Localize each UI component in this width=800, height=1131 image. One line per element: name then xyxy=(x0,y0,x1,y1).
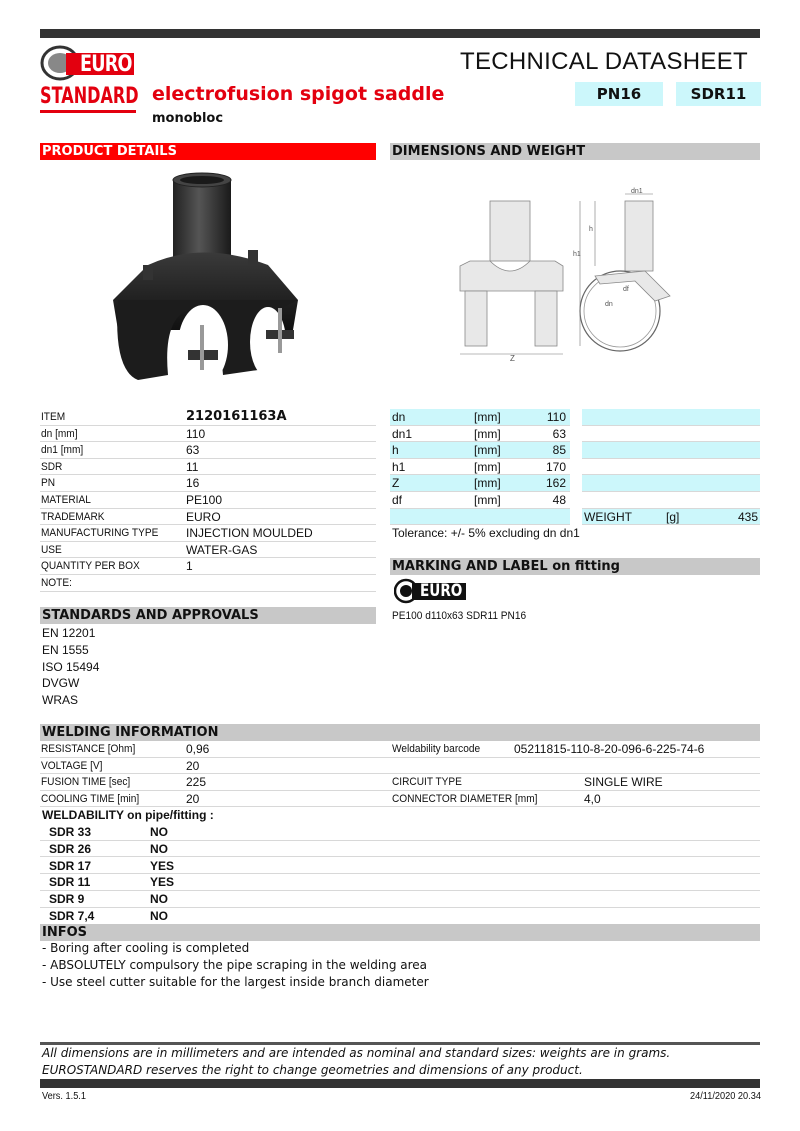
dimension-name: df xyxy=(392,493,403,507)
product-name: electrofusion spigot saddle xyxy=(152,83,445,105)
product-label: NOTE: xyxy=(41,577,72,589)
marking-text: PE100 d110x63 SDR11 PN16 xyxy=(392,610,527,622)
barcode-value: 05211815-110-8-20-096-6-225-74-6 xyxy=(514,742,705,756)
standard-item: ISO 15494 xyxy=(42,659,100,674)
product-details-header: PRODUCT DETAILS xyxy=(40,143,376,160)
footer-note-2: EUROSTANDARD reserves the right to change geometries and dimensions of any product. xyxy=(42,1063,583,1077)
sdr-badge: SDR11 xyxy=(676,82,761,106)
marking-header: MARKING AND LABEL on fitting xyxy=(390,558,760,575)
welding-label: RESISTANCE [Ohm] xyxy=(41,743,136,755)
technical-drawing xyxy=(455,186,695,366)
product-row xyxy=(40,426,376,443)
dimension-row xyxy=(390,509,570,526)
product-row xyxy=(40,525,376,542)
product-value: 2120161163A xyxy=(186,409,287,424)
weldability-result: NO xyxy=(150,825,168,839)
product-label: SDR xyxy=(41,460,63,473)
drawing-label-h: h xyxy=(589,226,593,233)
product-label: PN xyxy=(41,477,56,490)
dimension-row xyxy=(390,409,570,426)
drawing-label-df: df xyxy=(623,286,629,293)
weldability-result: NO xyxy=(150,841,168,856)
dimension-row xyxy=(390,459,570,476)
info-item: - Use steel cutter suitable for the largest inside branch diameter xyxy=(42,974,429,989)
welding-row xyxy=(40,741,760,758)
welding-row xyxy=(40,774,760,791)
welding-value: 225 xyxy=(186,775,207,790)
weight-value: 435 xyxy=(737,509,758,524)
connector-label: CONNECTOR DIAMETER [mm] xyxy=(392,792,538,805)
product-row xyxy=(40,492,376,509)
weldability-sdr: SDR 17 xyxy=(49,858,92,873)
version-text: Vers. 1.5.1 xyxy=(42,1091,86,1102)
welding-value: 20 xyxy=(186,791,200,806)
weldability-row xyxy=(40,908,760,925)
product-label: TRADEMARK xyxy=(41,510,105,523)
welding-label: FUSION TIME [sec] xyxy=(41,776,131,789)
product-value: 110 xyxy=(186,426,206,441)
drawing-label-z: Z xyxy=(510,354,515,363)
welding-row xyxy=(40,791,760,808)
dimension-name: h xyxy=(392,443,399,458)
weldability-row xyxy=(40,891,760,908)
weldability-result: NO xyxy=(150,909,168,923)
dimension-row xyxy=(390,426,570,443)
barcode-label: Weldability barcode xyxy=(392,743,481,755)
dimension-extra-row xyxy=(582,442,760,459)
welding-value: 0,96 xyxy=(186,742,210,756)
product-value: 11 xyxy=(186,459,199,474)
dimension-unit: [mm] xyxy=(474,410,501,424)
welding-label: VOLTAGE [V] xyxy=(41,759,103,772)
weldability-result: YES xyxy=(150,875,175,890)
dimension-extra-row xyxy=(582,459,760,476)
dimension-unit: [mm] xyxy=(474,476,501,491)
product-label: QUANTITY PER BOX xyxy=(41,560,140,573)
product-value: WATER-GAS xyxy=(186,542,258,557)
weldability-sdr: SDR 11 xyxy=(49,875,91,890)
dimension-value: 110 xyxy=(546,410,566,424)
product-row xyxy=(40,509,376,526)
infos-header: INFOS xyxy=(40,924,760,941)
footer-bar xyxy=(40,1079,760,1088)
dimension-row xyxy=(390,492,570,509)
dimension-extra-row xyxy=(582,509,760,526)
welding-label: COOLING TIME [min] xyxy=(41,792,140,805)
product-value: EURO xyxy=(186,509,221,524)
weldability-row xyxy=(40,824,760,841)
marking-logo xyxy=(394,578,468,604)
dimension-row xyxy=(390,442,570,459)
logo-underline xyxy=(40,110,136,113)
weldability-row xyxy=(40,874,760,891)
weldability-sdr: SDR 9 xyxy=(49,892,85,907)
welding-value: 20 xyxy=(186,758,200,773)
standard-item: EN 1555 xyxy=(42,642,89,657)
dimension-name: dn1 xyxy=(392,426,413,441)
circuit-value: SINGLE WIRE xyxy=(584,775,663,790)
welding-header: WELDING INFORMATION xyxy=(40,724,760,741)
tolerance-text: Tolerance: +/- 5% excluding dn dn1 xyxy=(392,526,580,540)
welding-row xyxy=(40,758,760,775)
product-row xyxy=(40,475,376,492)
product-label: ITEM xyxy=(41,411,66,423)
weldability-row xyxy=(40,841,760,858)
dimension-extra-row xyxy=(582,409,760,426)
product-row xyxy=(40,442,376,459)
logo-euro-text: EURO xyxy=(80,52,132,77)
dimension-name: dn xyxy=(392,410,406,424)
dimension-extra-row xyxy=(582,475,760,492)
footer-note-1: All dimensions are in millimeters and are intended as nominal and standard sizes: weights are in grams. xyxy=(42,1046,671,1060)
product-value: 63 xyxy=(186,443,200,458)
weldability-title: WELDABILITY on pipe/fitting : xyxy=(42,808,214,822)
drawing-label-h1: h1 xyxy=(573,251,581,258)
logo-standard-text: STANDARD xyxy=(40,84,139,109)
circuit-label: CIRCUIT TYPE xyxy=(392,776,462,789)
dimension-value: 63 xyxy=(552,426,566,441)
weldability-result: YES xyxy=(150,858,175,873)
product-label: dn [mm] xyxy=(41,427,78,440)
product-value: PE100 xyxy=(186,493,223,507)
page-title: TECHNICAL DATASHEET xyxy=(460,48,748,75)
product-value: 1 xyxy=(186,559,193,574)
product-row xyxy=(40,459,376,476)
info-item: - Boring after cooling is completed xyxy=(42,941,250,955)
connector-value: 4,0 xyxy=(584,791,601,806)
dimension-value: 48 xyxy=(552,493,566,507)
date-text: 24/11/2020 20.34 xyxy=(690,1091,761,1102)
weldability-sdr: SDR 33 xyxy=(49,825,92,839)
product-row xyxy=(40,575,376,592)
weldability-sdr: SDR 26 xyxy=(49,841,92,856)
weight-label: WEIGHT xyxy=(584,509,632,524)
standard-item: WRAS xyxy=(42,693,78,708)
product-row xyxy=(40,542,376,559)
product-value: 16 xyxy=(186,476,200,491)
dimension-name: h1 xyxy=(392,459,406,474)
product-label: MANUFACTURING TYPE xyxy=(41,527,159,540)
product-label: MATERIAL xyxy=(41,494,91,506)
product-subtitle: monobloc xyxy=(152,111,224,126)
weldability-row xyxy=(40,858,760,875)
product-row xyxy=(40,558,376,575)
dimension-extra-row xyxy=(582,492,760,509)
dimension-value: 162 xyxy=(545,476,566,491)
weldability-sdr: SDR 7,4 xyxy=(49,909,95,923)
weldability-result: NO xyxy=(150,892,168,907)
dimension-value: 170 xyxy=(545,459,566,474)
marking-logo-text: EURO xyxy=(420,581,463,601)
drawing-label-dn: dn xyxy=(605,301,613,308)
product-label: dn1 [mm] xyxy=(41,444,84,457)
dimension-name: Z xyxy=(392,476,400,491)
dimensions-header: DIMENSIONS AND WEIGHT xyxy=(390,143,760,160)
product-label: USE xyxy=(41,543,62,556)
dimension-value: 85 xyxy=(552,443,566,458)
product-photo xyxy=(108,170,308,390)
dimension-unit: [mm] xyxy=(474,493,501,507)
info-item: - ABSOLUTELY compulsory the pipe scraping in the welding area xyxy=(42,957,428,972)
standard-item: EN 12201 xyxy=(42,626,96,640)
dimension-unit: [mm] xyxy=(474,443,501,458)
eurostandard-logo xyxy=(40,44,139,116)
standard-item: DVGW xyxy=(42,676,80,691)
dimension-unit: [mm] xyxy=(474,426,501,441)
footer-divider xyxy=(40,1042,760,1045)
product-row xyxy=(40,409,376,426)
product-value: INJECTION MOULDED xyxy=(186,526,313,541)
dimension-row xyxy=(390,475,570,492)
top-bar xyxy=(40,29,760,38)
dimension-unit: [mm] xyxy=(474,459,501,474)
pn-badge: PN16 xyxy=(575,82,663,106)
dimension-extra-row xyxy=(582,426,760,443)
weight-unit: [g] xyxy=(666,509,680,524)
drawing-label-dn1: dn1 xyxy=(631,188,643,195)
standards-header: STANDARDS AND APPROVALS xyxy=(40,607,376,624)
